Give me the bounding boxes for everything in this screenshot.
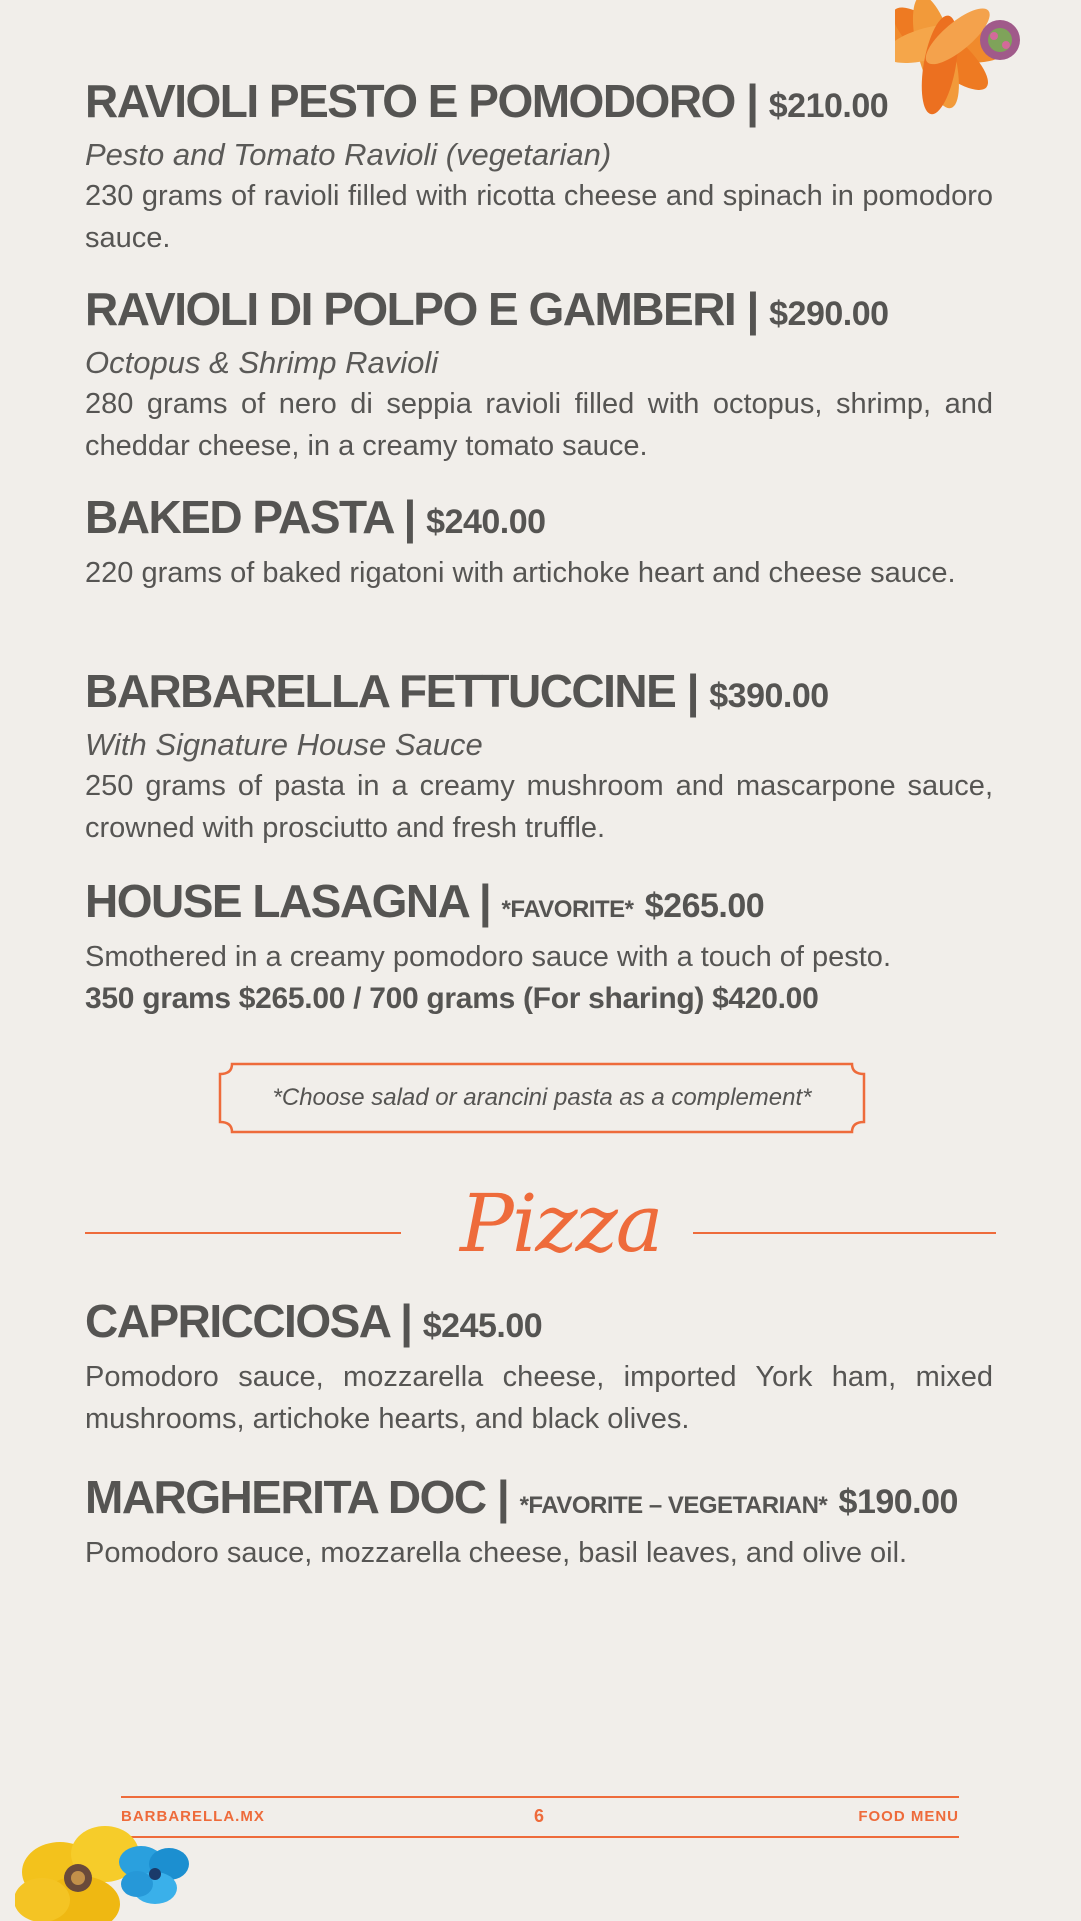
item-price: $245.00	[422, 1307, 543, 1345]
item-title	[85, 75, 993, 127]
item-title	[85, 491, 993, 543]
item-description: Pomodoro sauce, mozzarella cheese, basil leaves, and olive oil.	[85, 1537, 908, 1569]
item-price: $190.00	[838, 1483, 958, 1521]
pizza-divider-left	[85, 1232, 401, 1234]
item-price: $210.00	[768, 87, 889, 125]
footer-page-number: 6	[534, 1806, 546, 1826]
item-name: RAVIOLI PESTO E POMODORO	[85, 75, 735, 127]
item-price: $265.00	[644, 887, 765, 925]
item-subtitle: Pesto and Tomato Ravioli (vegetarian)	[85, 137, 612, 172]
item-separator: |	[496, 1471, 509, 1523]
item-price: $290.00	[769, 295, 889, 333]
item-separator: |	[686, 665, 698, 717]
pizza-divider-right	[693, 1232, 996, 1234]
item-name: HOUSE LASAGNA	[85, 875, 468, 927]
complement-note	[218, 1062, 866, 1134]
footer-label: FOOD MENU	[858, 1808, 959, 1825]
pizza-heading-text: Pizza	[460, 1177, 662, 1270]
item-sizes: 350 grams $265.00 / 700 grams (For sharing) $420.00	[85, 982, 819, 1015]
menu-item-margherita	[85, 1471, 993, 1574]
favorite-tag: *FAVORITE*	[501, 896, 634, 923]
item-separator: |	[746, 283, 758, 335]
item-title	[85, 1471, 993, 1523]
item-name: BARBARELLA FETTUCCINE	[85, 665, 676, 717]
item-price: $390.00	[709, 677, 829, 715]
item-name: RAVIOLI DI POLPO E GAMBERI	[85, 283, 736, 335]
item-description: 280 grams of nero di seppia ravioli filled with octopus, shrimp, and cheddar cheese, in a creamy tomato sauce.	[85, 388, 993, 463]
item-description: 220 grams of baked rigatoni with artichoke heart and cheese sauce.	[85, 557, 956, 589]
item-subtitle: Octopus & Shrimp Ravioli	[85, 345, 439, 380]
item-separator: |	[746, 75, 758, 127]
item-title	[85, 283, 993, 335]
complement-note-text: *Choose salad or arancini pasta as a complement*	[272, 1084, 812, 1111]
menu-item-house-lasagna	[85, 875, 993, 1020]
footer-line-top	[121, 1796, 959, 1798]
item-subtitle: With Signature House Sauce	[85, 727, 483, 762]
pizza-section-heading	[460, 1172, 662, 1302]
item-separator: |	[403, 491, 415, 543]
item-title	[85, 665, 993, 717]
item-name: CAPRICCIOSA	[85, 1295, 389, 1347]
menu-item-capricciosa	[85, 1295, 993, 1440]
menu-item-baked-pasta	[85, 491, 993, 594]
footer-line-bottom	[121, 1836, 959, 1838]
item-name: BAKED PASTA	[85, 491, 393, 543]
menu-item-ravioli-polpo	[85, 283, 993, 467]
item-name: MARGHERITA DOC	[85, 1471, 486, 1523]
menu-item-ravioli-pesto	[85, 75, 993, 259]
item-description: 230 grams of ravioli filled with ricotta cheese and spinach in pomodoro sauce.	[85, 180, 993, 255]
item-title	[85, 875, 993, 927]
yellow-blue-flower-illustration	[15, 1812, 200, 1921]
item-description: Smothered in a creamy pomodoro sauce with a touch of pesto.	[85, 941, 891, 973]
footer-website: BARBARELLA.MX	[121, 1808, 265, 1825]
item-separator: |	[400, 1295, 412, 1347]
item-description: 250 grams of pasta in a creamy mushroom and mascarpone sauce, crowned with prosciutto and fresh truffle.	[85, 770, 993, 845]
item-price: $240.00	[426, 503, 546, 541]
favorite-tag: *FAVORITE – VEGETARIAN*	[519, 1492, 828, 1519]
item-separator: |	[478, 875, 491, 927]
item-description: Pomodoro sauce, mozzarella cheese, imported York ham, mixed mushrooms, artichoke hearts, and black olives.	[85, 1361, 993, 1435]
item-title	[85, 1295, 993, 1347]
menu-item-barbarella-fettuccine	[85, 665, 993, 849]
